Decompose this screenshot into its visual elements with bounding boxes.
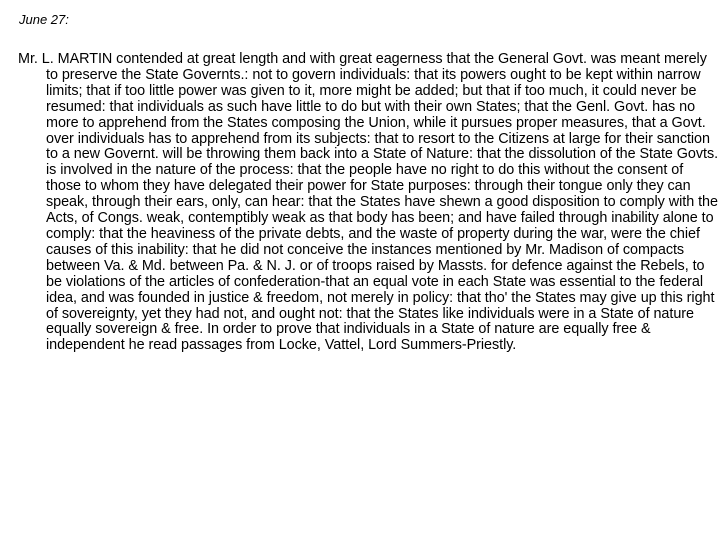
body-paragraph: Mr. L. MARTIN contended at great length and with great eagerness that the General Govt. was meant merely to preserve the State Governts.: not to govern individuals: that its powers ought to be kept within narrow limits; that if too little power was given to it, more might be added; but that if too much, it could never be resumed: that individuals as such have little to do but with their own States; that the Genl. Govt. has no more to apprehend from the States composing the Union, while it pursues proper measures, that a Govt. over individuals has to apprehend from its subjects: that to resort to the Citizens at large for their sanction to a new Governt. will be throwing them back into a State of Nature: that the dissolution of the State Govts. is involved in the nature of the process: that the people have no right to do this without the consent of those to whom they have delegated their power for State purposes: through their tongue only they can speak, through their ears, only, can hear: that the States have shewn a good disposition to comply with the Acts, of Congs. weak, contemptibly weak as that body has been; and have failed through inability alone to comply: that the heaviness of the private debts, and the waste of property during the war, were the chief causes of this inability: that he did not conceive the instances mentioned by Mr. Madison of compacts between Va. & Md. between Pa. & N. J. or of troops raised by Massts. for defence against the Rebels, to be violations of the articles of confederation-that an equal vote in each State was essential to the federal idea, and was founded in justice & freedom, not merely in policy: that tho' the States may give up this right of sovereignty, yet they had not, and ought not: that the States like individuals were in a State of nature equally sovereign & free. In order to prove that individuals in a State of nature are equally free & independent he read passages from Locke, Vattel, Lord Summers-Priestly. (18, 51, 719, 354)
date-heading: June 27: (19, 12, 69, 27)
